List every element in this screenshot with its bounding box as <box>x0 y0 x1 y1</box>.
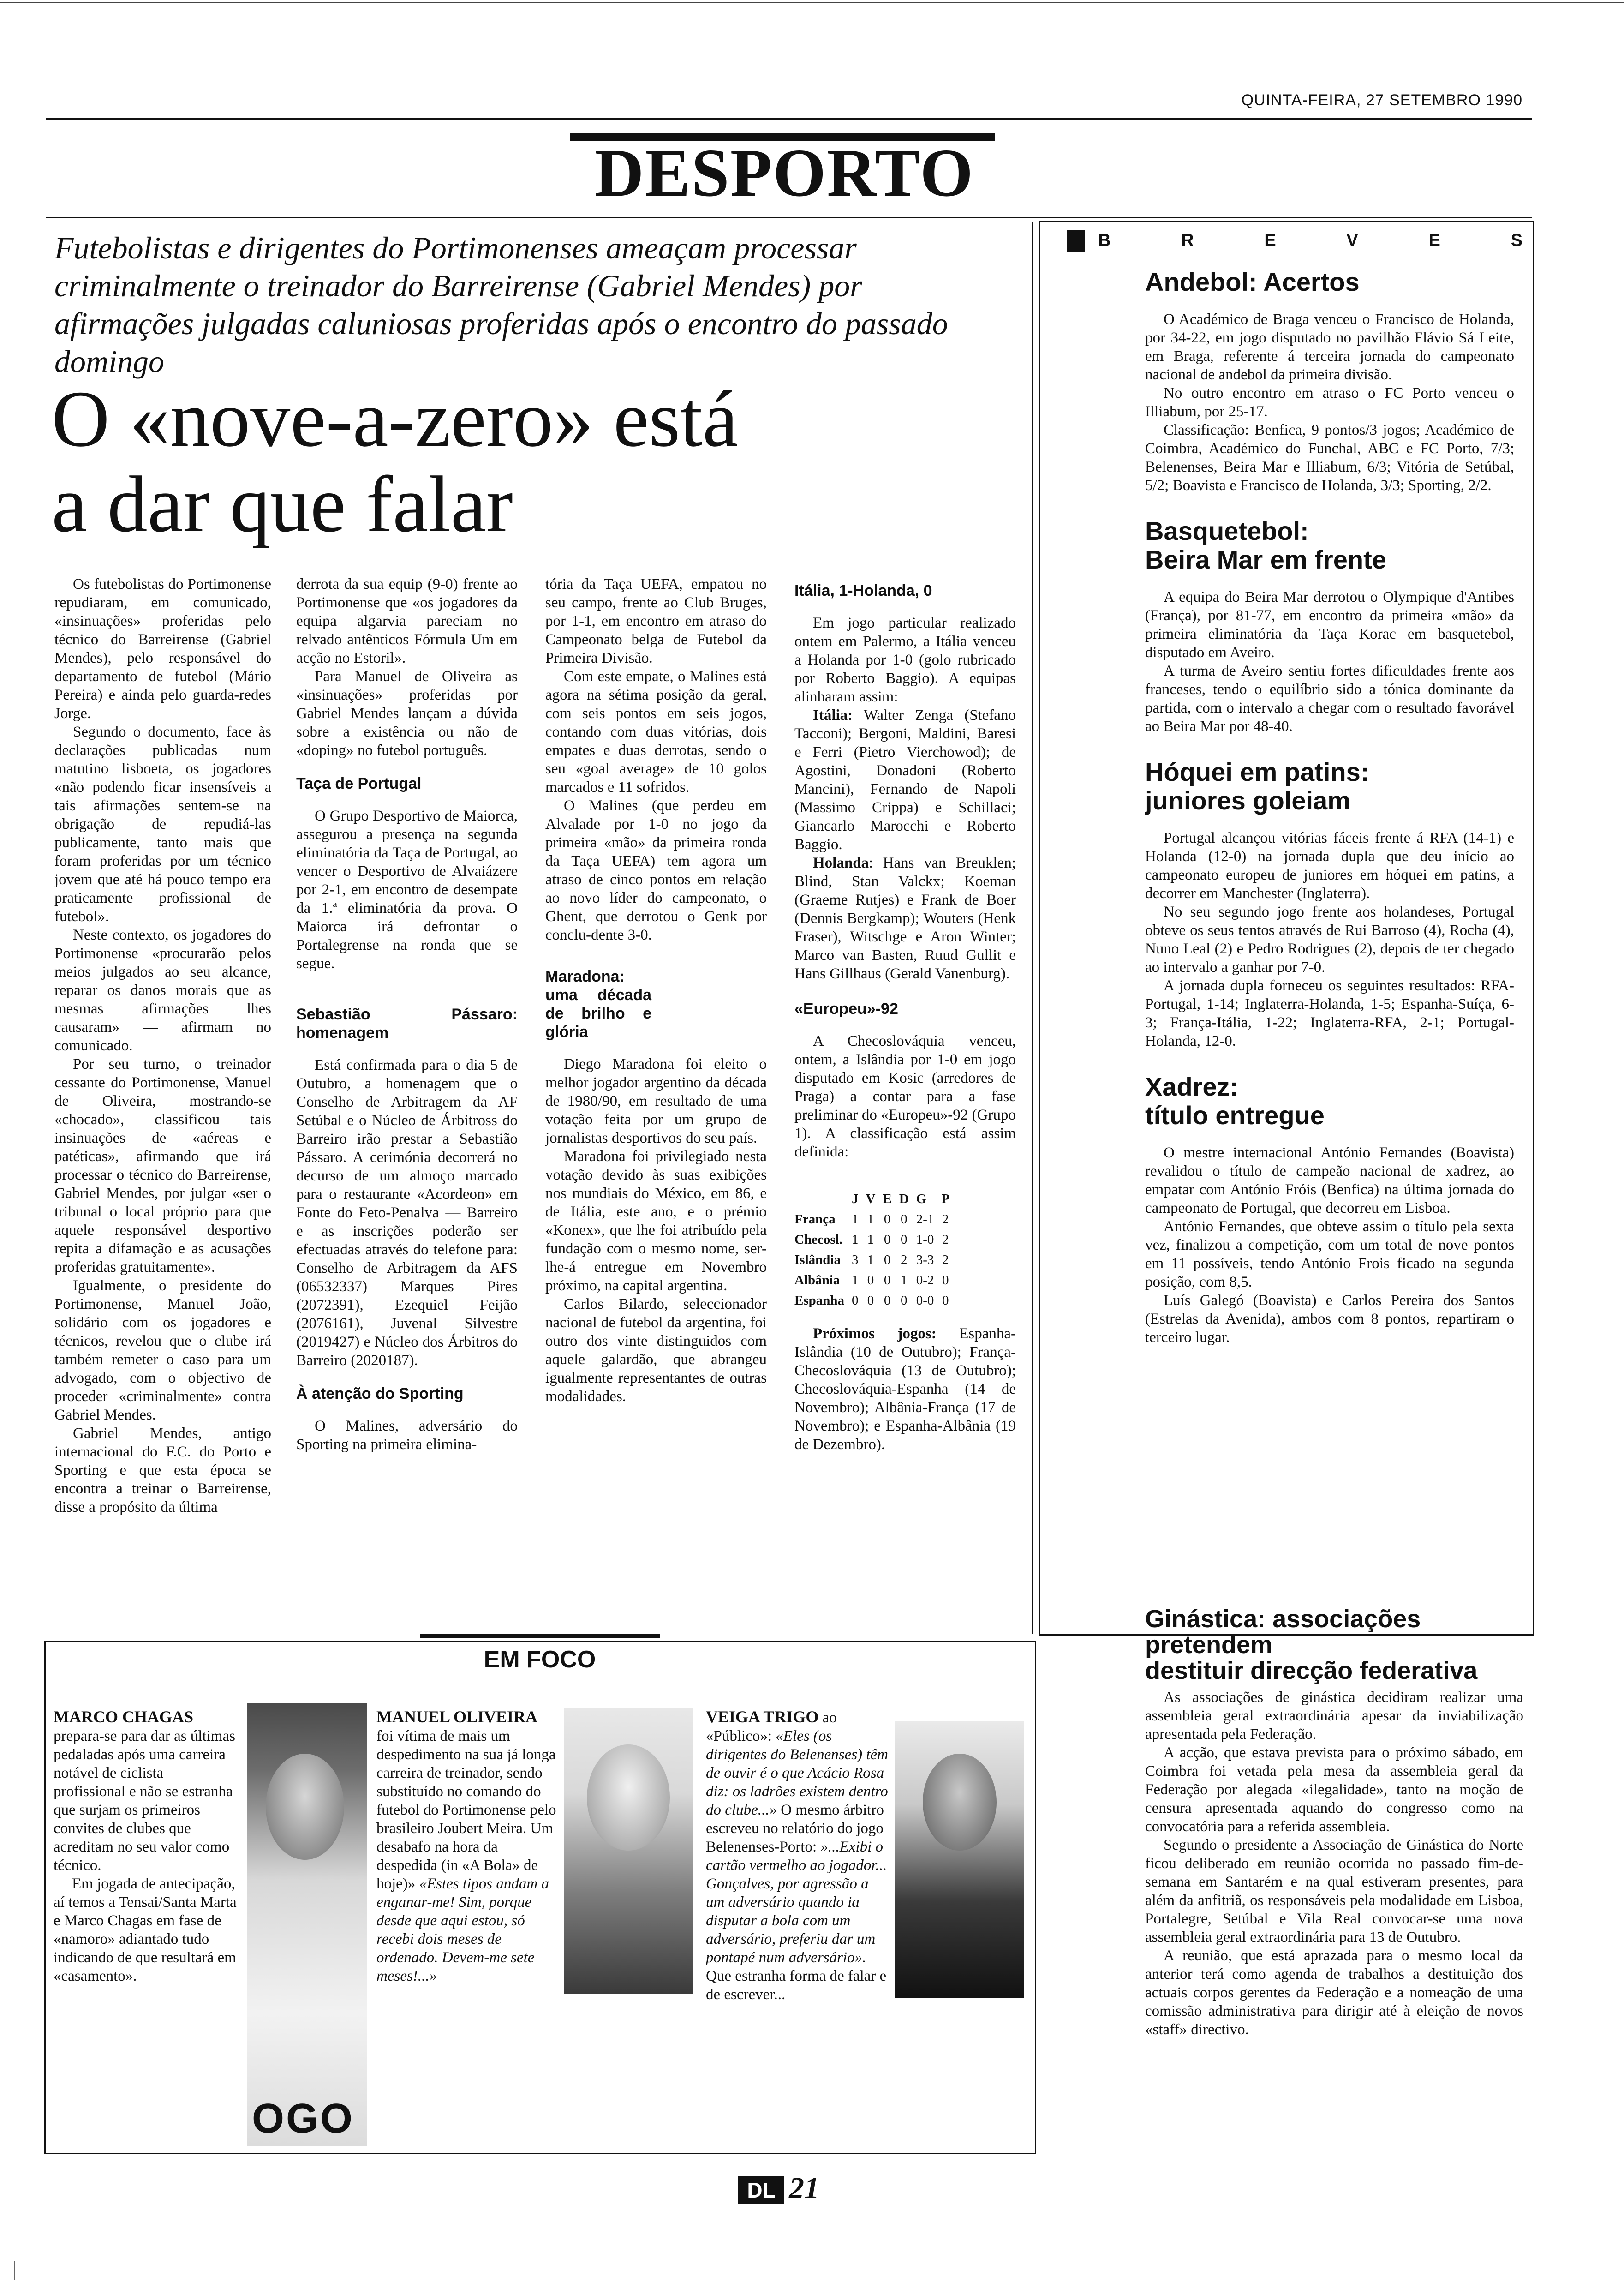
proximos-jogos: Espanha-Islândia (10 de Outubro); França-Checoslováquia (13 de Outubro); Checoslováquia-Espanha (14 de Novembro); Albânia-França (17 de Novembro); e Espanha-Albânia (19 de Dezembro). <box>794 1325 1016 1453</box>
cell: 3 <box>852 1252 859 1267</box>
label-holanda: Holanda <box>813 855 869 871</box>
cell: 1 <box>852 1273 859 1288</box>
column-divider-main <box>1032 222 1033 1634</box>
col-header: G <box>916 1192 927 1206</box>
heading-line: destituir direcção federativa <box>1145 1657 1478 1684</box>
breve-xadrez <box>1145 1144 1514 1347</box>
breve-heading-andebol: Andebol: Acertos <box>1145 267 1360 296</box>
table-row <box>794 1250 953 1270</box>
profile-manuel-oliveira <box>376 1708 556 1985</box>
profile-veiga-trigo <box>706 1708 890 2004</box>
face-shape <box>266 1754 344 1860</box>
cell: 2 <box>901 1252 908 1267</box>
article-column-4 <box>794 575 1016 1454</box>
paragraph: tória da Taça UEFA, empatou no seu campo, frente ao Club Bruges, por 1-1, em encontro em atraso do Campeonato belga de Futebol da Primeira Divisão. <box>545 576 767 666</box>
paragraph: O Malines (que perdeu em Alvalade por 1-0 no jogo da primeira «mão» da primeira ronda da Taça UEFA) tem agora um atraso de cinco pontos em relação ao novo líder do campeonato, o Ghent, que derrotou o Genk por conclu-dente 3-0. <box>545 797 767 943</box>
team-name: Espanha <box>794 1293 845 1308</box>
table-row <box>794 1270 953 1290</box>
label-proximos: Próximos jogos: <box>813 1325 937 1342</box>
profile-name: VEIGA TRIGO <box>706 1708 819 1726</box>
profile-body: ao «Público»: <box>706 1709 837 1744</box>
paragraph: Segundo o presidente a Associação de Ginástica do Norte ficou deliberado em reunião ocorrida no passado fim-de-semana em Santarém e na qual estiveram presentes, para além da anfitriã, os responsáveis pela modalidade em Lisboa, Portalegre, Setúbal e Vila Real convocar-se uma nova assembleia geral extraordinária para 13 de Outubro. <box>1145 1837 1523 1946</box>
italia-lineup: Walter Zenga (Stefano Tacconi); Bergoni, Maldini, Baresi e Ferri (Pietro Vierchowod); de Agostini, Donadoni (Roberto Mancini), Fernando de Napoli (Massimo Crippa) e Schillaci; Giancarlo Marocchi e Roberto Baggio. <box>794 707 1016 853</box>
paragraph: Com este empate, o Malines está agora na sétima posição da geral, com seis pontos em seis jogos, contando com duas vitórias, dois empates e duas derrotas, sendo o seu «goal average» de 10 golos marcados e 11 sofridos. <box>545 668 767 796</box>
cell: 1-0 <box>916 1232 934 1247</box>
heading-line: título entregue <box>1145 1101 1325 1130</box>
cell: 0 <box>942 1293 949 1308</box>
col-header: J <box>852 1192 859 1206</box>
breves-box-right <box>1533 221 1534 1636</box>
breves-letter: R <box>1181 231 1194 250</box>
cell: 0 <box>867 1273 874 1288</box>
ginastica-body <box>1145 1688 1523 2039</box>
breves-letter: B <box>1098 231 1111 250</box>
cell: 0 <box>852 1293 859 1308</box>
holanda-lineup: : Hans van Breuklen; Blind, Stan Valckx; Koeman (Graeme Rutjes) e Frank de Boer (Dennis Bergkamp); Wouters (Henk Fraser), Witschge e Aron Winter; Marco van Basten, Ruud Gullit e Hans Gillhaus (Gerald Vanenburg). <box>794 855 1016 982</box>
paragraph: A Checoslováquia venceu, ontem, a Islândia por 1-0 em jogo disputado em Kosic (arredores de Praga) a contar para a fase preliminar do «Europeu»-92 (Grupo 1). A classificação está assim definida: <box>794 1033 1016 1160</box>
face-shape <box>923 1754 997 1851</box>
subhead-atencao-sporting: À atenção do Sporting <box>296 1385 464 1402</box>
breve-heading-xadrez <box>1145 1073 1514 1130</box>
paragraph: Carlos Bilardo, seleccionador nacional de futebol da argentina, foi outro dos vinte distinguidos com aquele galardão, que abrangeu igualmente representantes de outras modalidades. <box>545 1296 767 1405</box>
breves-letter: E <box>1264 231 1276 250</box>
paragraph: A turma de Aveiro sentiu fortes dificuldades frente aos franceses, tendo o equilíbrio sido a tónica dominante da partida, com o intervalo a chegar com o resultado favorável ao Beira Mar por 48-40. <box>1145 663 1514 735</box>
paragraph: Neste contexto, os jogadores do Portimonense «procurarão pelos meios julgados ao seu alcance, reparar os danos morais que as mesmas afirmações lhes causaram» — afirmam no comunicado. <box>54 927 271 1054</box>
paragraph: No seu segundo jogo frente aos holandeses, Portugal obteve os seus tentos através de Rui Barroso (4), Rocha (4), Nuno Leal (2) e Pedro Rodrigues (2), depois de ter chegado ao intervalo a ganhar por 7-0. <box>1145 904 1514 976</box>
breves-marker <box>1067 230 1085 252</box>
table-row <box>794 1209 953 1229</box>
paragraph: Está confirmada para o dia 5 de Outubro, a homenagem que o Conselho de Arbitragem da AF Setúbal e o Núcleo de Árbitross do Barreiro irão prestar a Sebastião Pássaro. A cerimónia decorrerá no decurso de um almoço marcado para o restaurante «Acordeon» em Fonte do Feto-Penalva — Barreiro e as inscrições poderão ser efectuadas através do telefone para: Conselho de Arbitragem da AFS (06532337) Marques Pires (2072391), Ezequiel Feijão (2076161), Juvenal Silvestre (2019427) e Núcleo dos Árbitros do Barreiro (2020187). <box>296 1057 518 1369</box>
paragraph-proximos-jogos <box>794 1324 1016 1454</box>
breve-andebol <box>1145 310 1514 495</box>
standings-header-row <box>794 1189 953 1209</box>
emfoco-box-top <box>44 1641 1036 1642</box>
cell: 0 <box>884 1293 891 1308</box>
paragraph: Portugal alcançou vitórias fáceis frente á RFA (14-1) e Holanda (12-0) na jornada dupla que deu início ao campeonato europeu de juniores em hóquei em patins, a decorrer em Manchester (Inglaterra). <box>1145 830 1514 902</box>
cell: 0-0 <box>916 1293 934 1308</box>
ginastica-headline <box>1145 1606 1523 1684</box>
article-column-3 <box>545 575 767 1406</box>
subhead-italia-holanda: Itália, 1-Holanda, 0 <box>794 582 932 599</box>
heading-line: pretendem <box>1145 1631 1273 1659</box>
team-name: Albânia <box>794 1273 840 1288</box>
heading-line: Basquetebol: <box>1145 516 1309 545</box>
breve-hoquei <box>1145 829 1514 1050</box>
cell: 0 <box>901 1293 908 1308</box>
emfoco-box-bottom <box>44 2153 1036 2154</box>
table-row <box>794 1229 953 1250</box>
logo-text: DL <box>747 2178 776 2202</box>
col-header: D <box>899 1192 909 1206</box>
cell: 0-2 <box>916 1273 934 1288</box>
emfoco-box-right <box>1035 1641 1036 2154</box>
profile-body: Que estranha forma de falar e de escrever... <box>706 1968 887 2003</box>
paragraph: A equipa do Beira Mar derrotou o Olympique d'Antibes (França), por 81-77, em encontro da primeira «mão» da primeira eliminatória da Taça Korac em basquetebol, disputado em Aveiro. <box>1145 589 1514 661</box>
emfoco-title-bar <box>420 1634 660 1638</box>
col-header: P <box>941 1192 950 1206</box>
subhead-sebastiao-passaro: Sebastião Pássaro: homenagem <box>296 1006 518 1042</box>
paragraph: O Académico de Braga venceu o Francisco de Holanda, por 34-22, em jogo disputado no pavilhão Flávio Sá Leite, em Braga, referente á terceira jornada do campeonato nacional de andebol da primeira divisão. <box>1145 311 1514 383</box>
cell: 1 <box>867 1252 874 1267</box>
headline-line-1: O «nove-a-zero» está <box>52 374 738 463</box>
breves-box-top <box>1039 221 1534 222</box>
breves-content <box>1145 268 1514 1347</box>
profile-text <box>54 1708 238 1875</box>
subhead-maradona: Maradona: uma década de brilho e glória <box>545 968 651 1041</box>
table-row <box>794 1290 953 1311</box>
heading-line: juniores goleiam <box>1145 786 1350 815</box>
profile-quote: «Estes tipos andam a enganar-me! Sim, porque desde que aqui estou, só recebi dois meses de ordenado. Devem-me sete meses!...» <box>376 1876 549 1984</box>
article-column-1 <box>54 575 271 1516</box>
headline-line-2: a dar que falar <box>52 460 513 549</box>
subhead-taca-portugal: Taça de Portugal <box>296 775 422 792</box>
paragraph: derrota da sua equip (9-0) frente ao Portimonense que «os jogadores da equipa algarvia pareciam no relvado antênticos Fórmula Um em acção no Estoril». <box>296 576 518 666</box>
standings-table <box>794 1189 953 1311</box>
profile-body: foi vítima de mais um despedimento na sua já longa carreira de treinador, sendo substituído no comando do futebol do Portimonense pelo brasileiro Joubert Meira. Um desabafo na hora da despedida (in «A Bola» de hoje)» <box>376 1728 556 1892</box>
paragraph: Igualmente, o presidente do Portimonense, Manuel João, solidário com os jogadores e técnicos, revelou que o clube irá também remeter o caso para um advogado, com o objectivo de proceder «criminalmente» contra Gabriel Mendes. <box>54 1277 271 1423</box>
breve-heading-basquetebol <box>1145 517 1514 574</box>
section-title: DESPORTO <box>594 135 974 211</box>
paragraph: Os futebolistas do Portimonense repudiaram, em comunicado, «insinuações» proferidas pelo técnico do Barreirense (Gabriel Mendes), pelo responsável do departamento de futebol (Mário Pereira) e ainda pelo guarda-redes Jorge. <box>54 576 271 722</box>
breves-letter: V <box>1346 231 1358 250</box>
cell: 1 <box>867 1232 874 1247</box>
cell: 2 <box>942 1252 949 1267</box>
profile-quote: »...Exibi o cartão vermelho ao jogador... Gonçalves, por agressão a um adversário quando ia disputar a bola com um adversário, preferiu dar um pontapé num adversário». <box>706 1839 887 1966</box>
cell: 0 <box>884 1212 891 1227</box>
paragraph: Por seu turno, o treinador cessante do Portimonense, Manuel de Oliveira, mostrando-se «chocado», classificou tais insinuações de «aéreas e patéticas», afirmando que irá processar o técnico do Barreirense, Gabriel Mendes, por julgar «ser o tribunal o local próprio para que aquele responsável desportivo repita a difamação e as acusações proferidas gratuitamente». <box>54 1056 271 1276</box>
profile-name: MANUEL OLIVEIRA <box>376 1708 538 1726</box>
paragraph: António Fernandes, que obteve assim o título pela sexta vez, finalizou a competição, com um total de nove pontos em 11 possíveis, tendo António Frois ficado na segunda posição, com 8,5. <box>1145 1218 1514 1290</box>
paragraph: O mestre internacional António Fernandes (Boavista) revalidou o título de campeão nacional de xadrez, ao empatar com António Fróis (Benfica) na última jornada do campeonato de Portugal, que decorreu em Lisboa. <box>1145 1144 1514 1216</box>
paragraph-italia-lineup <box>794 706 1016 854</box>
cell: 1 <box>901 1273 908 1288</box>
paragraph: As associações de ginástica decidiram realizar uma assembleia geral extraordinária apesar da inviabilização apresentada pela Federação. <box>1145 1689 1523 1743</box>
breve-heading-hoquei <box>1145 758 1514 815</box>
label-italia: Itália: <box>813 707 853 724</box>
profile-name: MARCO CHAGAS <box>54 1708 193 1726</box>
section-rule-bottom <box>46 217 1532 218</box>
team-name: Islândia <box>794 1252 841 1267</box>
cell: 1 <box>852 1212 859 1227</box>
issue-date: QUINTA-FEIRA, 27 SETEMBRO 1990 <box>1241 91 1522 109</box>
team-name: França <box>794 1212 836 1227</box>
paragraph: Em jogo particular realizado ontem em Palermo, a Itália venceu a Holanda por 1-0 (golo rubricado por Roberto Baggio). A equipas alinharam assim: <box>794 615 1016 705</box>
paragraph: Diego Maradona foi eleito o melhor jogador argentino da década de 1980/90, em resultado de uma votação feita por um grupo de jornalistas desportivos do seu país. <box>545 1056 767 1146</box>
cell: 1 <box>867 1212 874 1227</box>
emfoco-title: EM FOCO <box>484 1646 596 1673</box>
shirt-lettering: OGO <box>252 2096 355 2142</box>
paragraph: Segundo o documento, face às declarações publicadas num matutino lisboeta, os jogadores «não podendo ficar insensíveis a tais afirmações sentem-se na obrigação de repudiá-las publicamente, tanto mais que foram proferidas por um técnico jovem que até há pouco tempo era praticamente profissional de futebol». <box>54 724 271 925</box>
photo-marco-chagas <box>247 1703 367 2146</box>
emfoco-box-left <box>44 1641 46 2154</box>
paragraph: O Grupo Desportivo de Maiorca, assegurou a presença na segunda eliminatória da Taça de Portugal, ao vencer o Desportivo de Alvaiázere por 2-1, em encontro de desempate da 1.ª eliminatória da prova. O Maiorca irá defrontar o Portalegrense na ronda que se segue. <box>296 808 518 972</box>
breves-letter: S <box>1511 231 1522 250</box>
article-column-2 <box>296 575 518 1454</box>
paragraph: No outro encontro em atraso o FC Porto venceu o Illiabum, por 25-17. <box>1145 385 1514 420</box>
cell: 2-1 <box>916 1212 934 1227</box>
breves-letter: E <box>1428 231 1440 250</box>
profile-text <box>706 1708 890 2004</box>
profile-body: O mesmo árbitro escreveu no relatório do jogo Belenenses-Porto: <box>706 1802 884 1855</box>
cell: 0 <box>884 1232 891 1247</box>
paragraph-holanda-lineup <box>794 854 1016 983</box>
photo-manuel-oliveira <box>564 1708 693 1994</box>
cell: 0 <box>942 1273 949 1288</box>
paragraph: A jornada dupla forneceu os seguintes resultados: RFA-Portugal, 1-14; Inglaterra-Holanda, 1-5; Espanha-Suíça, 6-3; França-Itália, 1-22; Inglaterra-RFA, 2-1; Portugal-Holanda, 12-0. <box>1145 977 1514 1049</box>
cell: 2 <box>942 1212 949 1227</box>
subhead-europeu-92: «Europeu»-92 <box>794 1000 898 1018</box>
kicker: Futebolistas e dirigentes do Portimonenses ameaçam processar criminalmente o treinador do Barreirense (Gabriel Mendes) por afirmações julgadas caluniosas proferidas após o encontro do passado domingo <box>54 230 948 379</box>
cell: 0 <box>901 1232 908 1247</box>
heading-line: Xadrez: <box>1145 1072 1239 1101</box>
profile-text <box>376 1708 556 1985</box>
left-scan-mark <box>14 2261 15 2280</box>
paragraph: A acção, que estava prevista para o próximo sábado, em Coimbra foi vetada pela mesa da assembleia geral da Federação por alegada «ilegalidade», tanto na moção de censura apresentada aquando do congresso como na convocatória para a referida assembleia. <box>1145 1744 1523 1835</box>
page-number: 21 <box>789 2171 819 2205</box>
paragraph: Classificação: Benfica, 9 pontos/3 jogos; Académico de Coimbra, Académico do Funchal, ABC e FC Porto, 7/3; Belenenses, Beira Mar e Illiabum, 6/3; Vitória de Setúbal, 5/2; Boavista e Francisco de Holanda, 3/3; Sporting, 2/2. <box>1145 422 1514 494</box>
profile-body: prepara-se para dar as últimas pedaladas após uma carreira notável de ciclista profissional e não se estranha que surjam os primeiros convites de clubes que acreditam no seu valor como técnico. <box>54 1728 235 1874</box>
breves-box-left <box>1039 221 1040 1636</box>
col-header: V <box>866 1192 876 1206</box>
cell: 2 <box>942 1232 949 1247</box>
cell: 0 <box>884 1252 891 1267</box>
photo-veiga-trigo <box>895 1721 1024 1998</box>
paragraph: Luís Galegó (Boavista) e Carlos Pereira dos Santos (Estrelas da Avenida), ambos com 8 pontos, repartiram o terceiro lugar. <box>1145 1292 1514 1346</box>
cell: 1 <box>852 1232 859 1247</box>
col-header: E <box>883 1192 892 1206</box>
paragraph: A reunião, que está aprazada para o mesmo local da anterior terá como agenda de trabalhos a destituição dos actuais corpos gerentes da Federação e a nomeação de uma comissão administrativa para dirigir até à eleição de novos «staff» directivo. <box>1145 1947 1523 2038</box>
cell: 0 <box>901 1212 908 1227</box>
paragraph: Gabriel Mendes, antigo internacional do F.C. do Porto e Sporting e que esta época se encontra a treinar o Barreirense, disse a propósito da última <box>54 1425 271 1516</box>
heading-line: Hóquei em patins: <box>1145 757 1369 786</box>
ginastica-article <box>1145 1606 1523 2039</box>
footer-logo <box>738 2176 784 2204</box>
face-shape <box>587 1744 670 1851</box>
header-rule <box>46 118 1532 120</box>
profile-marco-chagas <box>54 1708 238 1985</box>
heading-line: Beira Mar em frente <box>1145 545 1386 574</box>
paragraph: O Malines, adversário do Sporting na primeira elimina- <box>296 1418 518 1453</box>
cell: 0 <box>884 1273 891 1288</box>
paragraph: Maradona foi privilegiado nesta votação devido às suas exibições nos mundiais do México, em 86, e de Itália, este ano, e o prémio «Konex», que lhe foi atribuído pela fundação com o mesmo nome, ser-lhe-á entregue em Novembro próximo, na capital argentina. <box>545 1148 767 1294</box>
top-scan-line <box>0 2 1624 3</box>
breve-basquetebol <box>1145 588 1514 736</box>
cell: 0 <box>867 1293 874 1308</box>
breves-title <box>1098 231 1522 251</box>
paragraph: Para Manuel de Oliveira as «insinuações» proferidas por Gabriel Mendes lançam a dúvida sobre a existência ou não de «doping» no futebol português. <box>296 668 518 759</box>
cell: 3-3 <box>916 1252 934 1267</box>
heading-line: Ginástica: associações <box>1145 1605 1421 1633</box>
profile-text: Em jogada de antecipação, aí temos a Tensai/Santa Marta e Marco Chagas em fase de «namoro» adiantado tudo indicando de que resultará em «casamento». <box>54 1876 237 1984</box>
team-name: Checosl. <box>794 1232 842 1247</box>
profile-quote: «Eles (os dirigentes do Belenenses) têm de ouvir é o que Acácio Rosa diz: os ladrões existem dentro do clube...» <box>706 1728 888 1818</box>
